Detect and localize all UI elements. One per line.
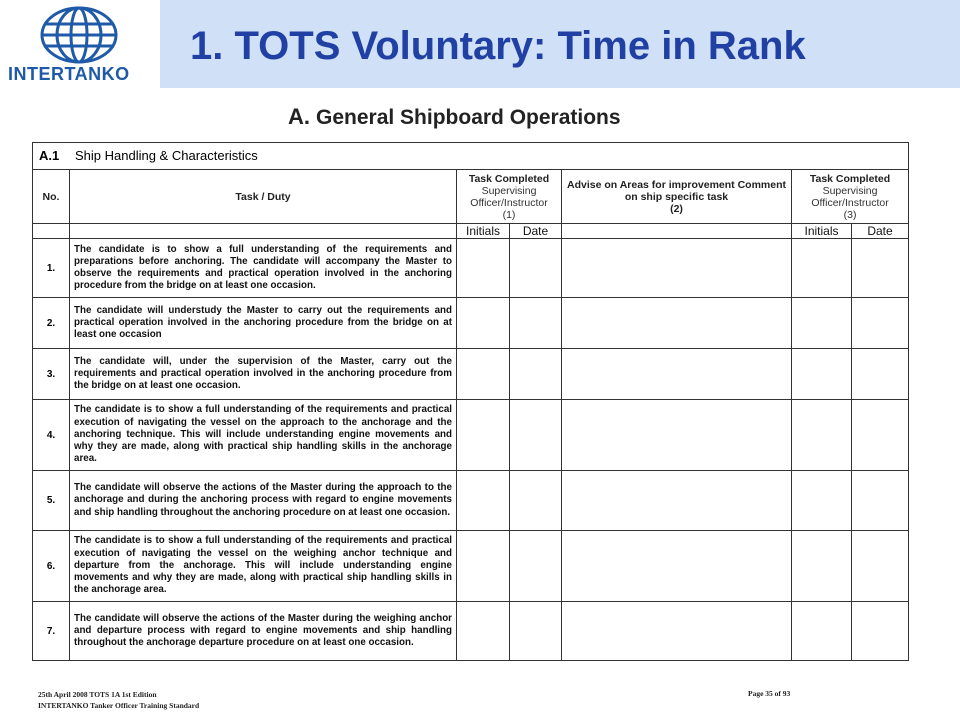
date-cell-1[interactable] (510, 531, 562, 602)
header-row (33, 170, 909, 224)
initials-cell-1[interactable] (457, 298, 510, 349)
globe-icon (40, 6, 118, 64)
section-heading-text: General Shipboard Operations (316, 106, 621, 129)
subheader-initials-3: Initials (792, 224, 852, 239)
initials-cell-1[interactable] (457, 349, 510, 400)
subheader-empty (70, 224, 457, 239)
logo-text: INTERTANKO (8, 64, 130, 84)
header-completed-1-num: (1) (502, 208, 516, 221)
task-number: 6. (33, 531, 70, 602)
document-footer (38, 689, 199, 711)
footer-edition: 25th April 2008 TOTS 1A 1st Edition (38, 690, 157, 699)
initials-cell-1[interactable] (457, 400, 510, 471)
header-no: No. (33, 170, 70, 224)
table-row (33, 602, 909, 661)
initials-cell-3[interactable] (792, 298, 852, 349)
page-number: Page 35 of 93 (748, 689, 791, 698)
slide-title: 1. TOTS Voluntary: Time in Rank (190, 24, 806, 68)
task-table (32, 142, 909, 661)
initials-cell-3[interactable] (792, 531, 852, 602)
date-cell-3[interactable] (852, 471, 909, 531)
header-completed-1-sub: Supervising Officer/Instructor (470, 184, 548, 209)
advise-cell[interactable] (562, 602, 792, 661)
task-number: 4. (33, 400, 70, 471)
header-completed-3-title: Task Completed (809, 172, 891, 185)
task-description: The candidate will, under the supervision of the Master, carry out the requirements and practical operation involved in the anchoring procedure from the bridge on at least one occasion. (70, 349, 457, 400)
header-completed-3-sub: Supervising Officer/Instructor (811, 184, 889, 209)
subsection-cell (33, 143, 909, 170)
task-description: The candidate is to show a full understanding of the requirements and practical execution of navigating the vessel on the weighing anchor technique and departure from the anchorage. This will include understanding engine movements and why they are made, along with practical ship handling skills in the anchorage area. (70, 531, 457, 602)
task-number: 2. (33, 298, 70, 349)
section-heading (288, 104, 621, 130)
date-cell-3[interactable] (852, 298, 909, 349)
task-description: The candidate is to show a full understanding of the requirements and preparations before anchoring. The candidate will accompany the Master to observe the requirements and practical operation involved in the anchoring procedure from the bridge on at least one occasion. (70, 239, 457, 298)
date-cell-3[interactable] (852, 400, 909, 471)
table-row (33, 471, 909, 531)
date-cell-3[interactable] (852, 239, 909, 298)
date-cell-3[interactable] (852, 531, 909, 602)
subsection-row (33, 143, 909, 170)
title-band (160, 0, 960, 88)
task-number: 3. (33, 349, 70, 400)
initials-cell-3[interactable] (792, 400, 852, 471)
subheader-date-1: Date (510, 224, 562, 239)
initials-cell-1[interactable] (457, 531, 510, 602)
advise-cell[interactable] (562, 349, 792, 400)
initials-cell-3[interactable] (792, 349, 852, 400)
table-row (33, 349, 909, 400)
header-completed-1-title: Task Completed (468, 172, 550, 185)
subheader-initials-1: Initials (457, 224, 510, 239)
date-cell-3[interactable] (852, 349, 909, 400)
date-cell-3[interactable] (852, 602, 909, 661)
header-completed-3 (792, 170, 909, 224)
task-number: 1. (33, 239, 70, 298)
date-cell-1[interactable] (510, 471, 562, 531)
advise-cell[interactable] (562, 239, 792, 298)
table-row (33, 531, 909, 602)
header-advise (562, 170, 792, 224)
initials-cell-3[interactable] (792, 239, 852, 298)
subheader-empty (33, 224, 70, 239)
header-task: Task / Duty (70, 170, 457, 224)
header-advise-num: (2) (670, 202, 683, 215)
subsection-code: A.1 (39, 148, 60, 163)
intertanko-logo (0, 0, 158, 90)
header-completed-1 (457, 170, 562, 224)
task-number: 5. (33, 471, 70, 531)
date-cell-1[interactable] (510, 239, 562, 298)
header-completed-3-num: (3) (843, 208, 857, 221)
task-number: 7. (33, 602, 70, 661)
advise-cell[interactable] (562, 471, 792, 531)
initials-cell-3[interactable] (792, 471, 852, 531)
table-row (33, 400, 909, 471)
initials-cell-1[interactable] (457, 471, 510, 531)
advise-cell[interactable] (562, 400, 792, 471)
footer-standard: INTERTANKO Tanker Officer Training Standard (38, 701, 200, 710)
initials-cell-3[interactable] (792, 602, 852, 661)
date-cell-1[interactable] (510, 400, 562, 471)
task-description: The candidate is to show a full understanding of the requirements and practical execution of navigating the vessel on the approach to the anchorage and the anchoring technique. This will include understanding engine movements and why they are made, along with practical ship handling skills in the anchorage area. (70, 400, 457, 471)
task-description: The candidate will observe the actions of the Master during the approach to the anchorage and during the anchoring process with regard to engine movements and ship handling throughout the anchoring procedure on at least one occasion. (70, 471, 457, 531)
task-description: The candidate will observe the actions of the Master during the weighing anchor and departure process with regard to engine movements and ship handling throughout the anchorage departure procedure on at least one occasion. (70, 602, 457, 661)
task-description: The candidate will understudy the Master to carry out the requirements and practical operation involved in the anchoring procedure from the bridge on at least one occasion (70, 298, 457, 349)
date-cell-1[interactable] (510, 602, 562, 661)
date-cell-1[interactable] (510, 298, 562, 349)
subheader-row (33, 224, 909, 239)
table-row (33, 298, 909, 349)
advise-cell[interactable] (562, 298, 792, 349)
subheader-empty (562, 224, 792, 239)
advise-cell[interactable] (562, 531, 792, 602)
header-advise-title: Advise on Areas for improvement Comment on ship specific task (567, 178, 786, 203)
subheader-date-3: Date (852, 224, 909, 239)
initials-cell-1[interactable] (457, 602, 510, 661)
date-cell-1[interactable] (510, 349, 562, 400)
section-letter: A. (288, 104, 310, 129)
subsection-name: Ship Handling & Characteristics (75, 148, 258, 163)
initials-cell-1[interactable] (457, 239, 510, 298)
table-row (33, 239, 909, 298)
